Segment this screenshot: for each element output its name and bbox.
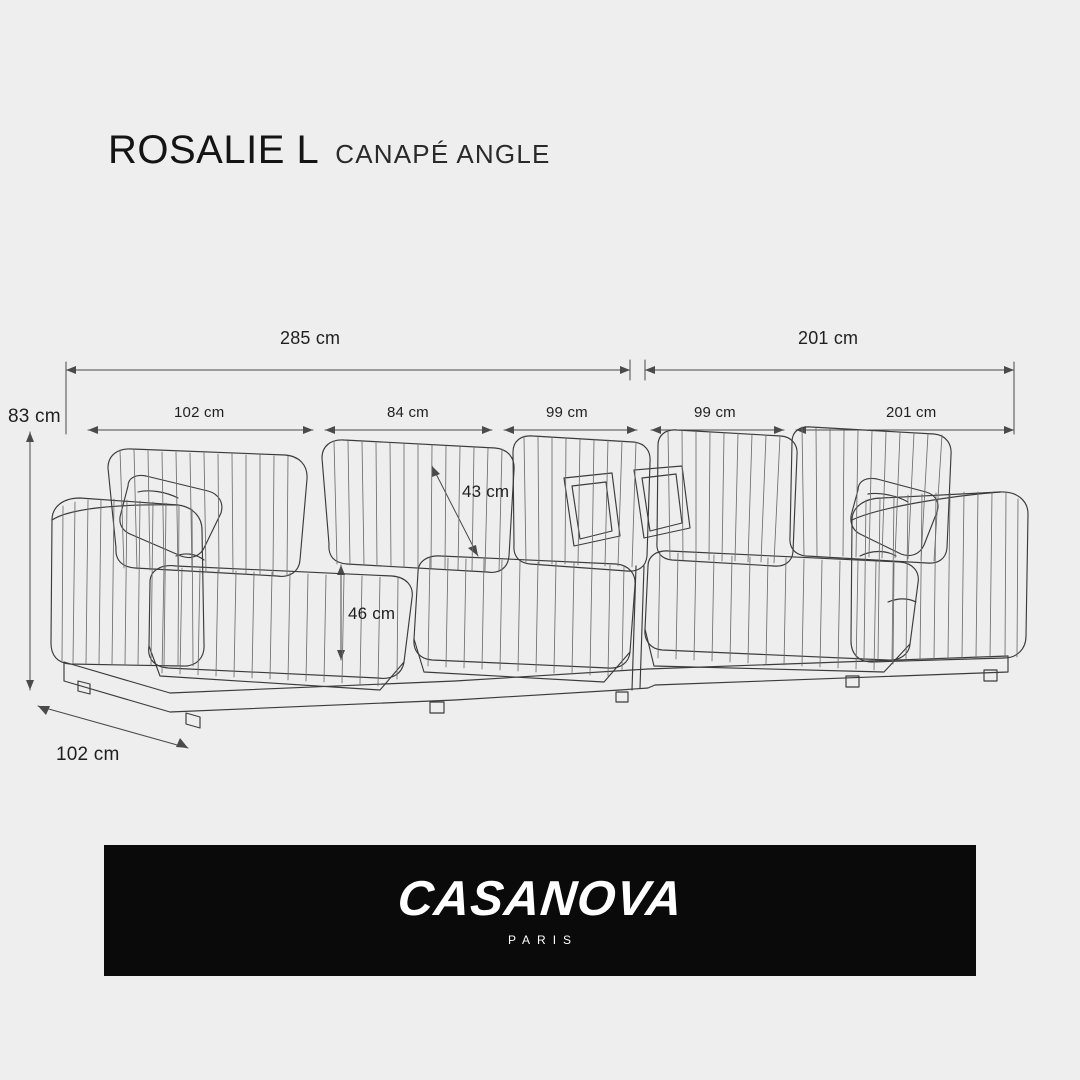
dim-segment-4: 99 cm	[694, 404, 736, 421]
product-type: CANAPÉ ANGLE	[335, 139, 551, 169]
product-name: ROSALIE L	[108, 128, 320, 172]
dim-backrest-height: 43 cm	[462, 482, 510, 501]
dim-segment-1: 102 cm	[174, 404, 225, 421]
brand-logo-band	[104, 845, 976, 976]
dim-total-left: 285 cm	[280, 328, 341, 348]
dim-segment-5: 201 cm	[886, 404, 937, 421]
dim-segment-2: 84 cm	[387, 404, 429, 421]
brand-name: CASANOVA	[394, 871, 686, 926]
dim-seat-height: 46 cm	[348, 604, 396, 623]
brand-city: PARIS	[507, 932, 579, 947]
dim-depth: 102 cm	[56, 744, 120, 765]
dim-height-total: 83 cm	[8, 406, 61, 427]
dim-total-right: 201 cm	[798, 328, 859, 348]
dim-segment-3: 99 cm	[546, 404, 588, 421]
